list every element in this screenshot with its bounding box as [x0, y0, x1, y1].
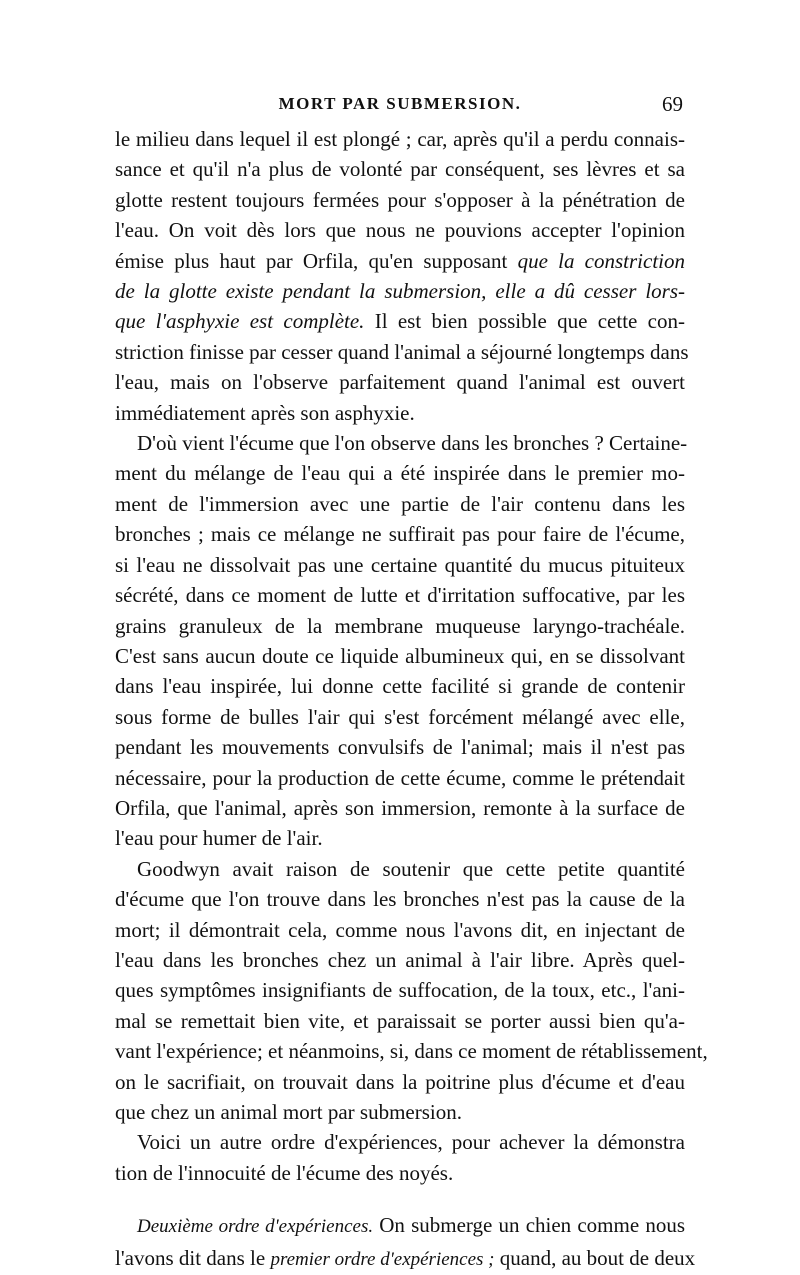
running-title: MORT PAR SUBMERSION.: [278, 94, 522, 113]
text-line: immédiatement après son asphyxie.: [115, 400, 415, 425]
text-line: dans l'eau inspirée, lui donne cette facilité si grande de contenir: [115, 674, 685, 699]
text-line: Orfila, que l'animal, après son immersion, remonte à la surface de: [115, 795, 685, 820]
paragraph-5: [115, 1210, 696, 1275]
text-line: vant l'expérience; et néanmoins, si, dans ce moment de rétablissement,: [115, 1039, 708, 1064]
page-header: [115, 92, 685, 118]
paragraph-3: [115, 854, 708, 1128]
text-line: l'eau dans les bronches chez un animal à l'air libre. Après quel-: [115, 947, 685, 972]
text-run: quand, au bout de deux: [494, 1245, 696, 1270]
text-line: ment du mélange de l'eau qui a été inspirée dans le premier mo-: [115, 461, 685, 486]
text-line: glotte restent toujours fermées pour s'opposer à la pénétration de: [115, 187, 685, 212]
text-line: d'écume que l'on trouve dans les bronches n'est pas la cause de la: [115, 887, 685, 912]
text-run: émise plus haut par Orfila, qu'en supposant: [115, 248, 518, 273]
text-line: le milieu dans lequel il est plongé ; car, après qu'il a perdu connais-: [115, 127, 685, 151]
text-line: Voici un autre ordre d'expériences, pour achever la démonstra: [137, 1130, 685, 1155]
text-line: sance et qu'il n'a plus de volonté par conséquent, ses lèvres et sa: [115, 157, 685, 182]
text-run: Il est bien possible que cette con-: [364, 309, 685, 334]
text-line: ment de l'immersion avec une partie de l'air contenu dans les: [115, 491, 685, 516]
italic-run: Deuxième ordre d'expériences.: [137, 1216, 374, 1238]
text-line: mort; il démontrait cela, comme nous l'avons dit, en injectant de: [115, 917, 685, 942]
text-line: mal se remettait bien vite, et paraissait se porter aussi bien qu'a-: [115, 1008, 685, 1033]
text-line: [115, 1243, 696, 1275]
text-line: l'eau, mais on l'observe parfaitement quand l'animal est ouvert: [115, 370, 685, 395]
paragraph-4: [115, 1127, 685, 1188]
text-line: on le sacrifiait, on trouvait dans la poitrine plus d'écume et d'eau: [115, 1069, 685, 1094]
text-line: [115, 246, 685, 276]
text-line: pendant les mouvements convulsifs de l'animal; mais il n'est pas: [115, 735, 685, 760]
text-line: l'eau pour humer de l'air.: [115, 826, 323, 851]
text-line: grains granuleux de la membrane muqueuse laryngo-trachéale.: [115, 613, 685, 638]
text-line: D'où vient l'écume que l'on observe dans les bronches ? Certaine-: [137, 431, 688, 456]
text-run: On submerge un chien comme nous: [373, 1213, 685, 1238]
text-line: nécessaire, pour la production de cette écume, comme le prétendait: [115, 765, 685, 790]
text-line: [115, 306, 685, 336]
italic-run: premier ordre d'expériences ;: [270, 1248, 495, 1270]
text-line: sécrété, dans ce moment de lutte et d'irritation suffocative, par les: [115, 583, 685, 608]
italic-run: de la glotte existe pendant la submersion, elle a dû cesser lors-: [115, 279, 685, 304]
text-line: [115, 1210, 685, 1242]
text-line: si l'eau ne dissolvait pas une certaine quantité du mucus pituiteux: [115, 552, 685, 577]
italic-run: que l'asphyxie est complète.: [115, 309, 365, 334]
text-line: l'eau. On voit dès lors que nous ne pouvions accepter l'opinion: [115, 218, 685, 243]
text-line: C'est sans aucun doute ce liquide albumineux qui, en se dissolvant: [115, 643, 685, 668]
text-line: sous forme de bulles l'air qui s'est forcément mélangé avec elle,: [115, 704, 685, 729]
page-number: 69: [662, 92, 683, 116]
text-line: ques symptômes insignifiants de suffocation, de la toux, etc., l'ani-: [115, 978, 685, 1003]
section-gap: [115, 1188, 685, 1210]
text-run: l'avons dit dans le: [115, 1245, 271, 1270]
paragraph-2: [115, 428, 688, 854]
text-line: striction finisse par cesser quand l'animal a séjourné longtemps dans: [115, 339, 689, 364]
text-line: Goodwyn avait raison de soutenir que cette petite quantité: [137, 856, 685, 881]
italic-run: que la constriction: [517, 248, 685, 273]
paragraph-1: [115, 124, 689, 428]
text-line: [115, 276, 685, 306]
body-text: [115, 124, 708, 1275]
text-line: tion de l'innocuité de l'écume des noyés.: [115, 1160, 454, 1185]
text-line: que chez un animal mort par submersion.: [115, 1100, 462, 1124]
text-line: bronches ; mais ce mélange ne suffirait pas pour faire de l'écume,: [115, 522, 685, 547]
